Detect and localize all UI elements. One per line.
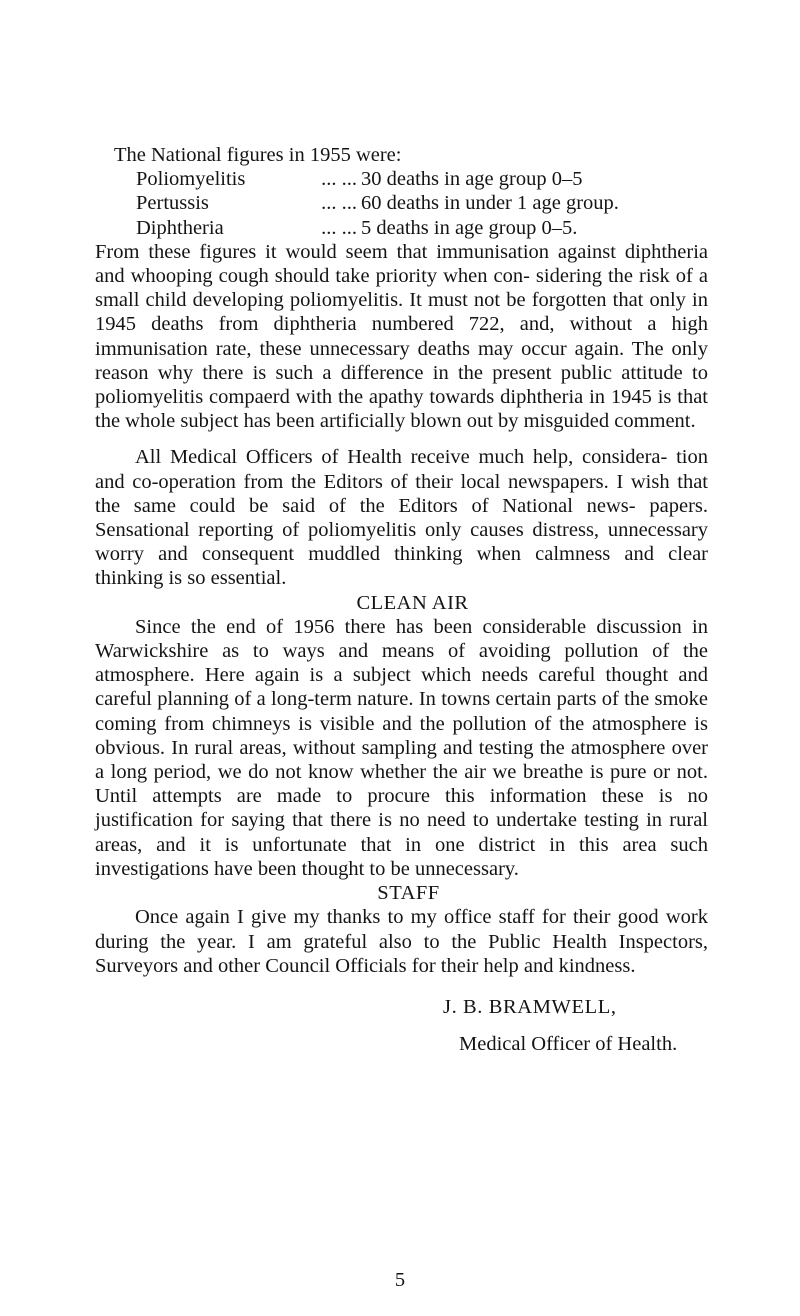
figure-value: 5 deaths in age group 0–5. [361,216,578,239]
figure-leader-dots: ... ... [321,216,357,239]
staff-paragraph: Once again I give my thanks to my office staff for their good work during the year. I am grateful also to the Public Health Inspectors, Surveyors and other Council Officials for their help and kindness. [95,906,708,977]
signature-title: Medical Officer of Health. [459,1033,678,1056]
intro-line: The National figures in 1955 were: [114,144,402,166]
figure-row-pertussis [136,191,708,215]
document-page [95,143,708,1056]
signature-block [95,995,708,1056]
figure-leader-dots: ... ... [321,192,357,215]
figures-comment-paragraph: From these figures it would seem that immunisation against diphtheria and whooping cough should take priority when con- sidering the risk of a small child developing poliomyelitis. It must not be forgotten that only in 1945 deaths from diphtheria numbered 722, and, without a high immunisation rate, these unnecessary deaths may occur again. The only reason why there is such a difference in the present public attitude to poliomyelitis compaerd with the apathy towards diphtheria in 1945 is that the whole subject has been artificially blown out by misguided comment. [95,240,708,433]
figure-disease-name: Diphtheria [136,216,224,239]
clean-air-paragraph: Since the end of 1956 there has been considerable discussion in Warwickshire as to ways and means of avoiding pollution of the atmosphere. Here again is a subject which needs careful thought and careful planning of a long-term nature. In towns certain parts of the smoke coming from chimneys is visible and the pollution of the atmosphere is obvious. In rural areas, without sampling and testing the atmosphere over a long period, we do not know whether the air we breathe is pure or not. Until attempts are made to procure this information these is no justification for saying that there is no need to undertake testing in rural areas, and it is unfortunate that in one district in this area such investigations have been thought to be unnecessary. [95,615,708,880]
figure-leader-dots: ... ... [321,168,357,191]
figure-value: 60 deaths in under 1 age group. [361,192,619,215]
staff-heading: STAFF [377,882,440,905]
clean-air-heading: CLEAN AIR [356,591,469,614]
signature-name: J. B. BRAMWELL, [443,995,617,1018]
figure-disease-name: Poliomyelitis [136,168,246,191]
figure-row-diphtheria [136,216,708,240]
figure-disease-name: Pertussis [136,192,209,215]
national-figures-list [136,167,708,240]
figure-row-poliomyelitis [136,167,708,191]
newspapers-paragraph: All Medical Officers of Health receive much help, considera- tion and co-operation from the Editors of their local newspapers. I wish that the same could be said of the Editors of National news- papers. Sensational reporting of poliomyelitis only causes distress, unnecessary worry and consequent muddled thinking when calmness and clear thinking is so essential. [95,446,708,590]
figure-value: 30 deaths in age group 0–5 [361,168,583,191]
page-number: 5 [394,1269,406,1291]
